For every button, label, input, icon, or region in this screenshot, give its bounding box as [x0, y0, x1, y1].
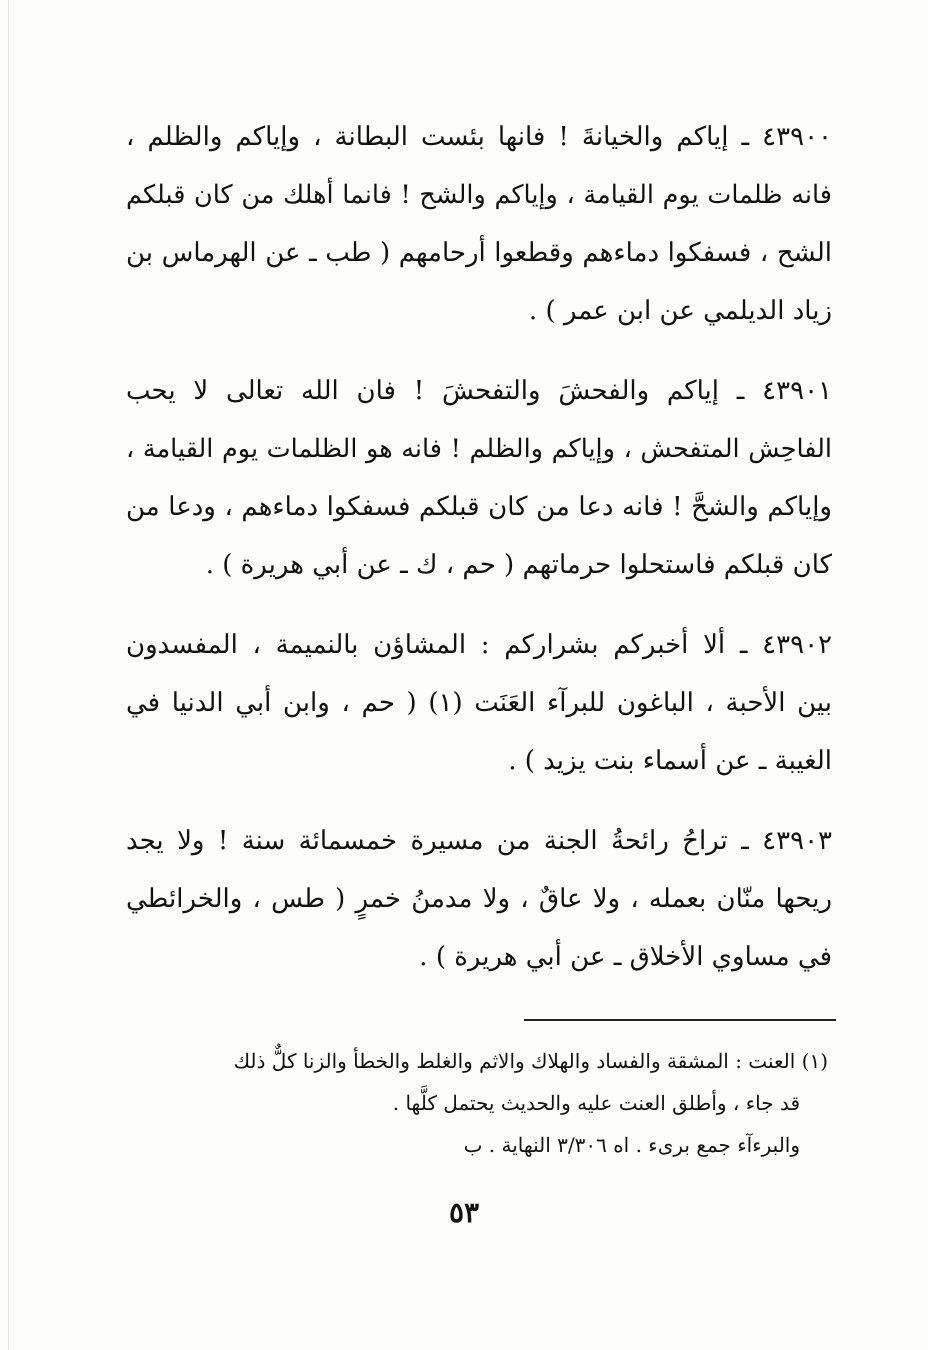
text-line: فانه ظلمات يوم القيامة ، وإياكم والشح ! فانما أهلك من كان قبلكم	[126, 180, 832, 210]
text-line: الشح ، فسفكوا دماءهم وقطعوا أرحامهم ( طب ـ عن الهرماس بن	[126, 238, 832, 268]
text-line: بين الأحبة ، الباغون للبرآء العَنَت (١) ( حم ، وابن أبي الدنيا في	[126, 688, 832, 718]
text-line: الفاحِش المتفحش ، وإياكم والظلم ! فانه هو الظلمات يوم القيامة ،	[126, 434, 832, 464]
text-line: الغيبة ـ عن أسماء بنت يزيد ) .	[508, 746, 832, 776]
text-line: ٤٣٩٠٢ ـ ألا أخبركم بشراركم : المشاؤن بالنميمة ، المفسدون	[126, 630, 832, 660]
text-line: كان قبلكم فاستحلوا حرماتهم ( حم ، ك ـ عن أبي هريرة ) .	[205, 550, 832, 580]
footnote-line: قد جاء ، وأطلق العنت عليه والحديث يحتمل كلَّها .	[392, 1091, 800, 1115]
footnote-divider	[524, 1019, 836, 1021]
hadith-43902	[126, 616, 832, 790]
hadith-43903	[126, 812, 832, 986]
footnote-line: والبرءآء جمع برىء . اه ٣/٣٠٦ النهاية . ب	[463, 1133, 800, 1157]
text-line: في مساوي الأخلاق ـ عن أبي هريرة ) .	[419, 942, 832, 972]
text-line: ريحها منّان بعمله ، ولا عاقٌ ، ولا مدمنُ خمرٍ ( طس ، والخرائطي	[126, 884, 832, 914]
page-edge-shadow	[8, 0, 9, 1350]
text-line: ٤٣٩٠٣ ـ تراحُ رائحةُ الجنة من مسيرة خمسمائة سنة ! ولا يجد	[126, 826, 832, 856]
main-text	[126, 108, 832, 1008]
footnotes	[128, 1040, 828, 1166]
text-line: وإياكم والشحَّ ! فانه دعا من كان قبلكم فسفكوا دماءهم ، ودعا من	[126, 492, 832, 522]
text-line: زياد الديلمي عن ابن عمر ) .	[528, 296, 832, 326]
page-number: ٥٣	[448, 1196, 480, 1229]
text-line: ٤٣٩٠٠ ـ إياكم والخيانةَ ! فانها بئست البطانة ، وإياكم والظلم ،	[126, 122, 832, 152]
text-line: ٤٣٩٠١ ـ إياكم والفحشَ والتفحشَ ! فان الله تعالى لا يحب	[126, 376, 832, 406]
hadith-43901	[126, 362, 832, 594]
hadith-43900	[126, 108, 832, 340]
footnote-line: (١) العنت : المشقة والفساد والهلاك والاثم والغلط والخطأ والزنا كلٌّ ذلك	[233, 1049, 828, 1073]
